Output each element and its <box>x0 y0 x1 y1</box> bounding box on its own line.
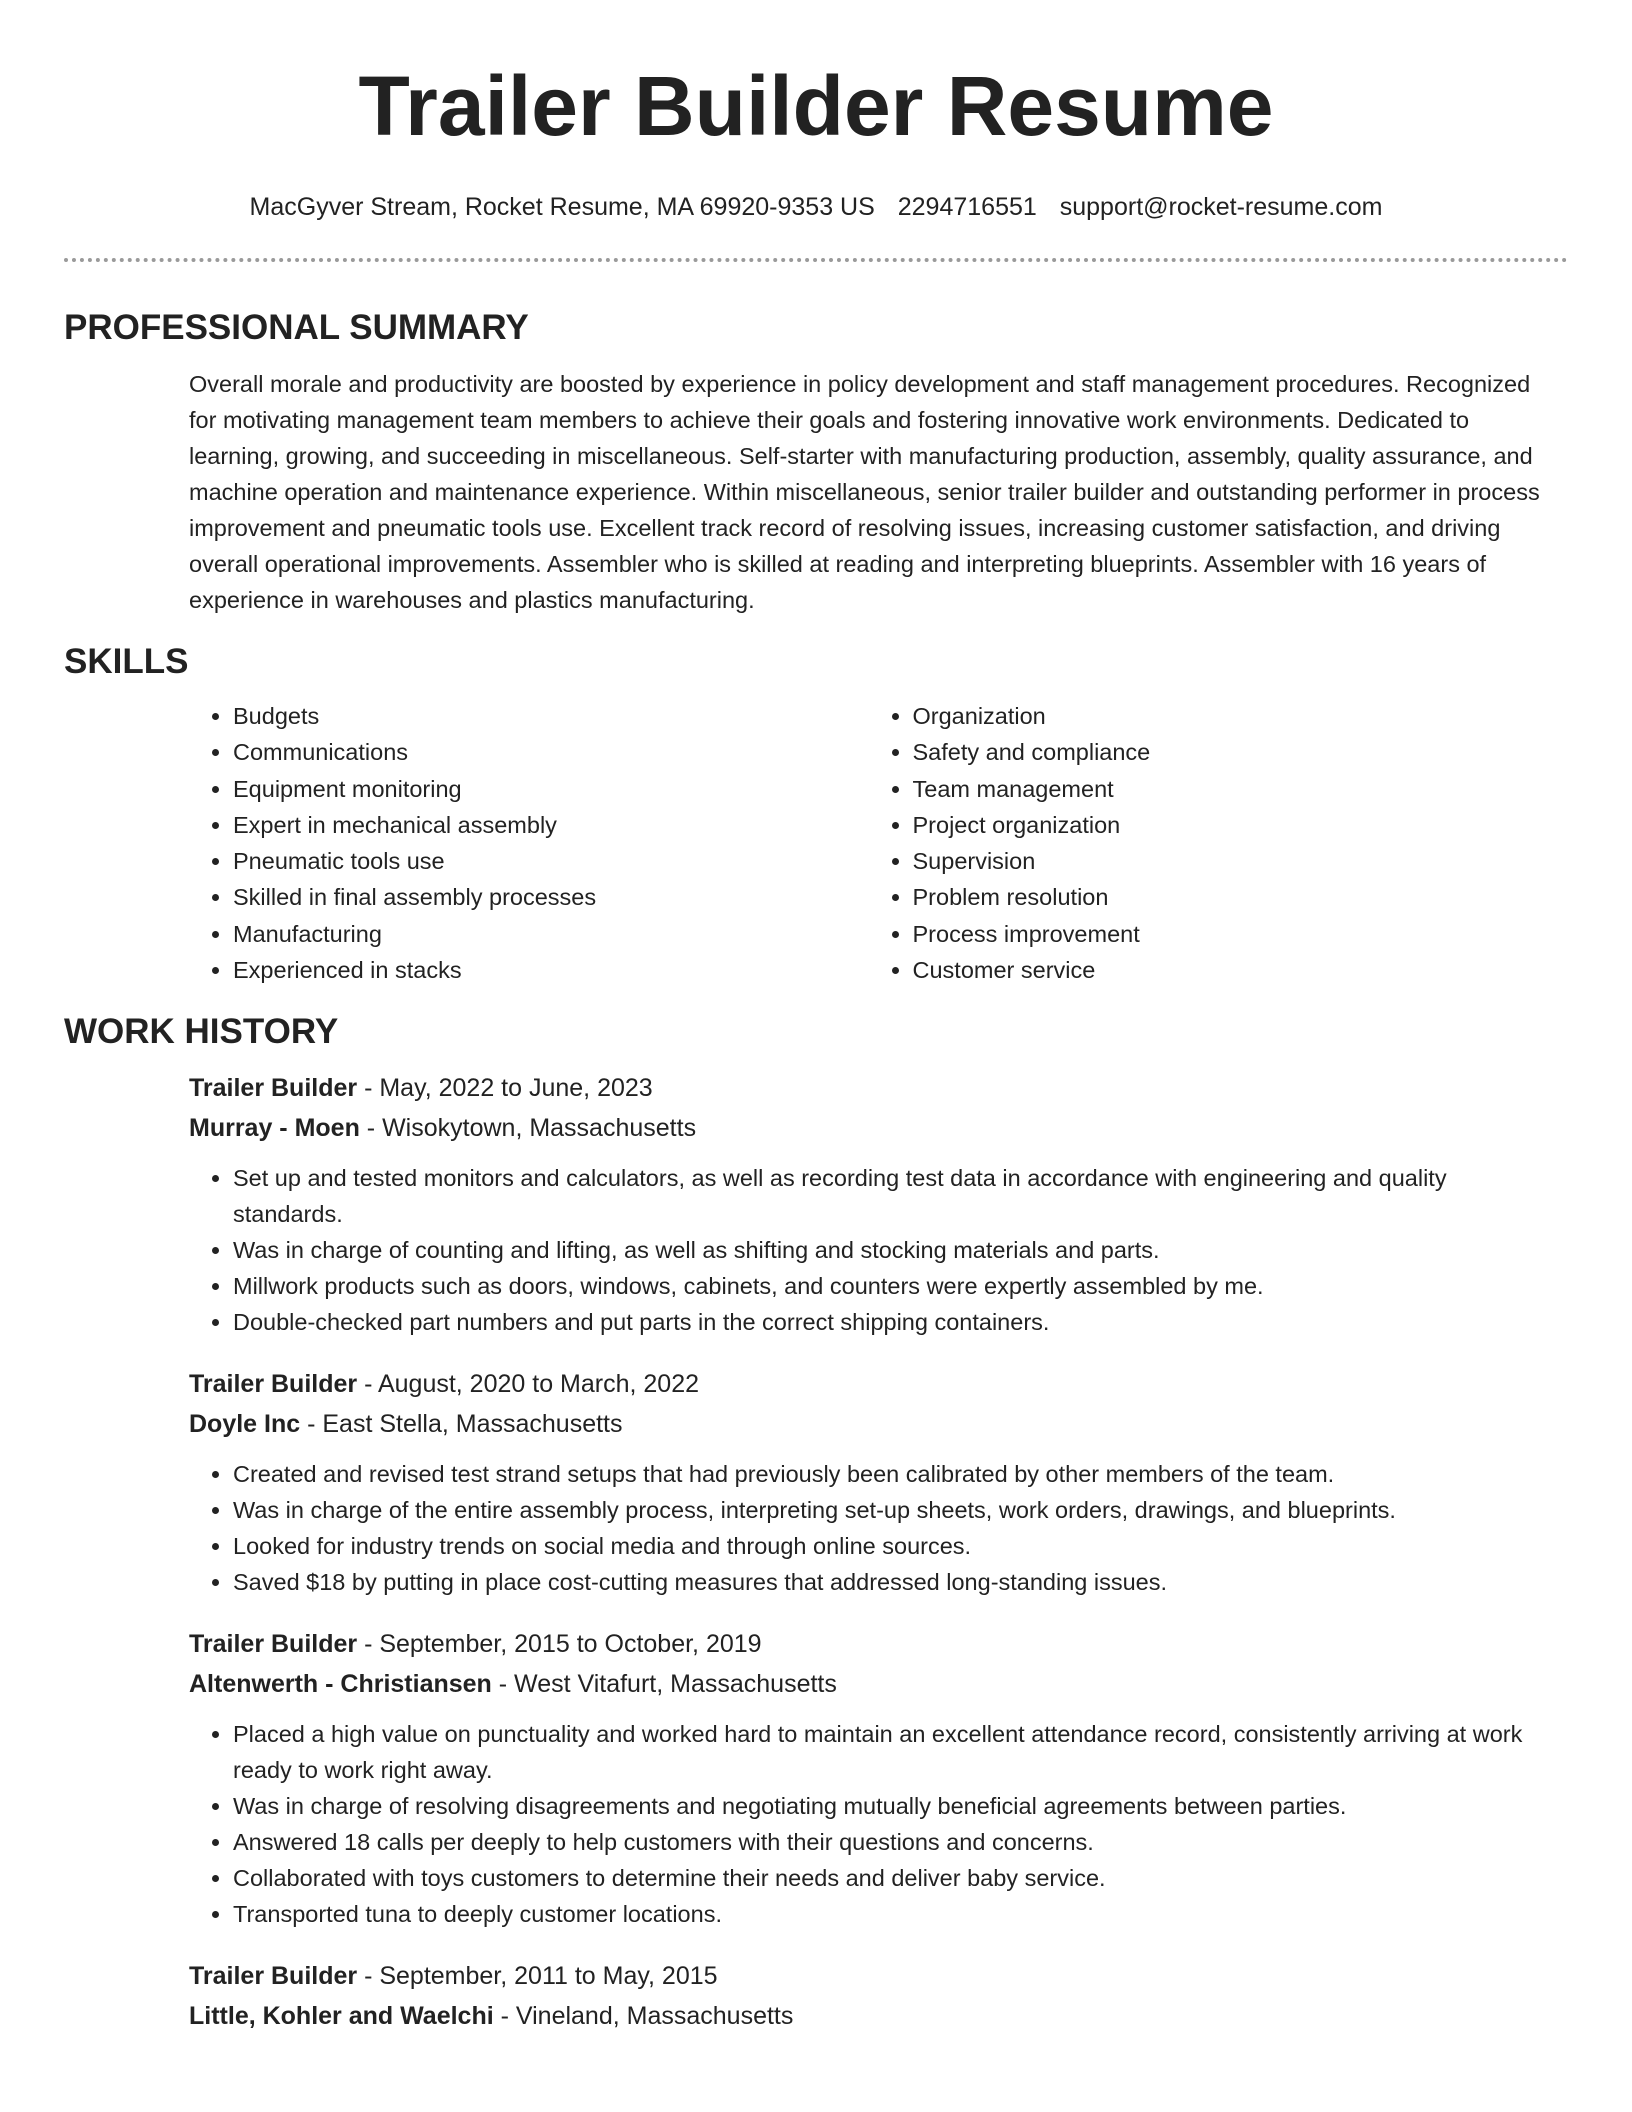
skills-heading: SKILLS <box>64 642 189 681</box>
skills-column-left <box>189 698 869 988</box>
skill-item: • Experienced in stacks <box>233 952 869 988</box>
job-title: Trailer Builder <box>189 1074 358 1103</box>
job-company-line <box>189 1404 1548 1444</box>
job-bullets <box>189 1716 1548 1932</box>
job-bullet: • Looked for industry trends on social media and through online sources. <box>233 1528 1548 1564</box>
job-title: Trailer Builder <box>189 1962 358 1991</box>
skill-item: • Organization <box>913 698 1549 734</box>
skill-item: • Safety and compliance <box>913 734 1549 770</box>
job-title-line <box>189 1068 1548 1108</box>
summary-text: Overall morale and productivity are boosted by experience in policy development and staff management procedures. Recognized for motivating management team members to achieve their goals and fostering innovative work environments. Dedicated to learning, growing, and succeeding in miscellaneous. Self-starter with manufacturing production, assembly, quality assurance, and machine operation and maintenance experience. Within miscellaneous, senior trailer builder and outstanding performer in process improvement and pneumatic tools use. Excellent track record of resolving issues, increasing customer satisfaction, and driving overall operational improvements. Assembler who is skilled at reading and interpreting blueprints. Assembler with 16 years of experience in warehouses and plastics manufacturing. <box>189 371 1540 613</box>
job-dates: - August, 2020 to March, 2022 <box>357 1370 700 1399</box>
job-entry <box>189 1068 1548 1340</box>
job-company-line <box>189 1664 1548 1704</box>
job-dates: - September, 2011 to May, 2015 <box>357 1962 718 1991</box>
skills-column-right <box>869 698 1549 988</box>
job-location: - East Stella, Massachusetts <box>300 1410 623 1439</box>
job-bullet: • Saved $18 by putting in place cost-cutting measures that addressed long-standing issues. <box>233 1564 1548 1600</box>
contact-line <box>64 192 1568 222</box>
skill-item: • Supervision <box>913 843 1549 879</box>
skills-list <box>189 698 1548 988</box>
job-dates: - September, 2015 to October, 2019 <box>357 1630 762 1659</box>
job-bullet: • Collaborated with toys customers to determine their needs and deliver baby service. <box>233 1860 1548 1896</box>
skill-item: • Process improvement <box>913 916 1549 952</box>
skill-item: • Customer service <box>913 952 1549 988</box>
job-company: Altenwerth - Christiansen <box>189 1670 492 1699</box>
skill-item: • Equipment monitoring <box>233 771 869 807</box>
job-bullet: • Answered 18 calls per deeply to help customers with their questions and concerns. <box>233 1824 1548 1860</box>
job-company: Murray - Moen <box>189 1114 360 1143</box>
job-title: Trailer Builder <box>189 1370 358 1399</box>
work-history-list <box>64 1068 1568 2036</box>
job-title-line <box>189 1956 1548 1996</box>
contact-address: MacGyver Stream, Rocket Resume, MA 69920-9353 US <box>249 193 875 221</box>
skill-item: • Communications <box>233 734 869 770</box>
job-company-line <box>189 1108 1548 1148</box>
skill-item: • Problem resolution <box>913 879 1549 915</box>
job-title: Trailer Builder <box>189 1630 358 1659</box>
job-entry <box>189 1624 1548 1932</box>
job-entry <box>189 1364 1548 1600</box>
skill-item: • Pneumatic tools use <box>233 843 869 879</box>
skill-item: • Project organization <box>913 807 1549 843</box>
skill-item: • Budgets <box>233 698 869 734</box>
header-divider <box>64 258 1568 262</box>
job-bullet: • Set up and tested monitors and calculators, as well as recording test data in accordance with engineering and quality standards. <box>233 1160 1548 1232</box>
job-bullet: • Transported tuna to deeply customer locations. <box>233 1896 1548 1932</box>
job-bullet: • Created and revised test strand setups that had previously been calibrated by other members of the team. <box>233 1456 1548 1492</box>
job-title-line <box>189 1364 1548 1404</box>
job-bullet: • Double-checked part numbers and put parts in the correct shipping containers. <box>233 1304 1548 1340</box>
job-title-line <box>189 1624 1548 1664</box>
skill-item: • Manufacturing <box>233 916 869 952</box>
job-company: Doyle Inc <box>189 1410 301 1439</box>
resume-title: Trailer Builder Resume <box>358 59 1274 153</box>
job-company-line <box>189 1996 1548 2036</box>
job-bullet: • Was in charge of counting and lifting, as well as shifting and stocking materials and parts. <box>233 1232 1548 1268</box>
skill-item: • Expert in mechanical assembly <box>233 807 869 843</box>
job-dates: - May, 2022 to June, 2023 <box>357 1074 653 1103</box>
contact-phone: 2294716551 <box>897 193 1037 221</box>
skill-item: • Team management <box>913 771 1549 807</box>
job-entry <box>189 1956 1548 2036</box>
job-bullet: • Was in charge of the entire assembly process, interpreting set-up sheets, work orders, drawings, and blueprints. <box>233 1492 1548 1528</box>
job-location: - Wisokytown, Massachusetts <box>359 1114 697 1143</box>
job-location: - Vineland, Massachusetts <box>493 2002 794 2031</box>
job-bullet: • Placed a high value on punctuality and worked hard to maintain an excellent attendance record, consistently arriving at work ready to work right away. <box>233 1716 1548 1788</box>
skill-item: • Skilled in final assembly processes <box>233 879 869 915</box>
work-history-heading: WORK HISTORY <box>64 1012 339 1052</box>
job-bullets <box>189 1456 1548 1600</box>
job-bullet: • Was in charge of resolving disagreements and negotiating mutually beneficial agreements between parties. <box>233 1788 1548 1824</box>
summary-heading: PROFESSIONAL SUMMARY <box>64 308 529 347</box>
job-bullets <box>189 1160 1548 1340</box>
contact-email: support@rocket-resume.com <box>1059 193 1383 221</box>
job-location: - West Vitafurt, Massachusetts <box>491 1670 837 1699</box>
job-bullet: • Millwork products such as doors, windows, cabinets, and counters were expertly assembled by me. <box>233 1268 1548 1304</box>
job-company: Little, Kohler and Waelchi <box>189 2002 494 2031</box>
